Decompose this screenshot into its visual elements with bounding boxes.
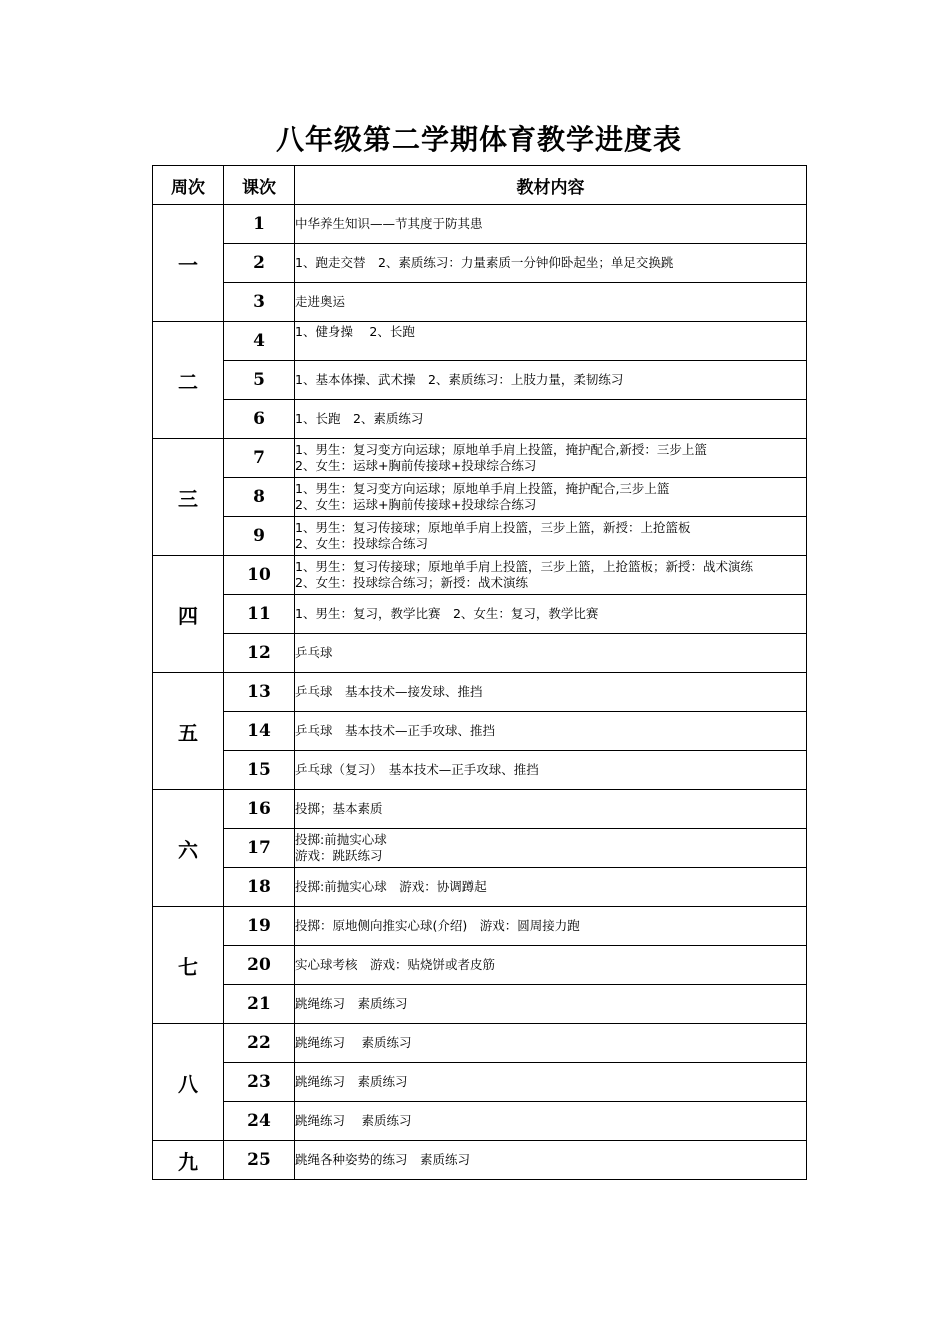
content-line: 中华养生知识——节其度于防其患 — [295, 216, 483, 231]
table-row — [153, 790, 807, 829]
content-line: 跳绳练习 素质练习 — [295, 1074, 408, 1089]
header-week: 周次 — [153, 166, 224, 205]
content-line: 跳绳练习 素质练习 — [295, 1035, 412, 1050]
lesson-number-cell: 15 — [224, 751, 295, 790]
lesson-number-cell: 12 — [224, 634, 295, 673]
table-row — [153, 751, 807, 790]
content-cell — [295, 985, 807, 1024]
week-cell: 六 — [153, 790, 224, 907]
content-cell — [295, 712, 807, 751]
content-line: 1、跑走交替 2、素质练习：力量素质一分钟仰卧起坐；单足交换跳 — [295, 255, 674, 270]
teaching-progress-table — [152, 165, 807, 1180]
week-cell: 一 — [153, 205, 224, 322]
week-cell: 七 — [153, 907, 224, 1024]
table-body — [153, 205, 807, 1180]
content-line: 投掷：原地侧向推实心球(介绍) 游戏：圆周接力跑 — [295, 918, 580, 933]
content-cell — [295, 595, 807, 634]
lesson-number-cell: 17 — [224, 829, 295, 868]
content-cell — [295, 400, 807, 439]
content-cell — [295, 751, 807, 790]
content-line: 1、长跑 2、素质练习 — [295, 411, 424, 426]
lesson-number-cell: 19 — [224, 907, 295, 946]
content-cell — [295, 673, 807, 712]
content-cell — [295, 907, 807, 946]
content-line: 投掷；基本素质 — [295, 801, 383, 816]
week-cell: 二 — [153, 322, 224, 439]
content-line: 游戏：跳跃练习 — [295, 848, 383, 863]
content-line: 1、男生：复习变方向运球；原地单手肩上投篮，掩护配合,新授：三步上篮 — [295, 442, 707, 457]
lesson-number-cell: 23 — [224, 1063, 295, 1102]
content-cell — [295, 1024, 807, 1063]
content-cell — [295, 478, 807, 517]
content-cell — [295, 790, 807, 829]
content-line: 乒乓球 — [295, 645, 333, 660]
content-line: 1、健身操 2、长跑 — [295, 324, 415, 339]
table-row — [153, 478, 807, 517]
content-cell — [295, 439, 807, 478]
lesson-number-cell: 5 — [224, 361, 295, 400]
content-cell — [295, 868, 807, 907]
week-cell: 五 — [153, 673, 224, 790]
table-row — [153, 634, 807, 673]
table-row — [153, 556, 807, 595]
content-cell — [295, 829, 807, 868]
content-line: 乒乓球（复习） 基本技术—正手攻球、推挡 — [295, 762, 539, 777]
lesson-number-cell: 25 — [224, 1141, 295, 1180]
content-line: 1、男生：复习变方向运球；原地单手肩上投篮，掩护配合,三步上篮 — [295, 481, 670, 496]
table-row — [153, 1063, 807, 1102]
week-cell: 八 — [153, 1024, 224, 1141]
lesson-number-cell: 6 — [224, 400, 295, 439]
content-cell — [295, 517, 807, 556]
lesson-number-cell: 4 — [224, 322, 295, 361]
table-row — [153, 673, 807, 712]
table-row — [153, 907, 807, 946]
table-row — [153, 1102, 807, 1141]
content-line: 1、男生：复习传接球；原地单手肩上投篮，三步上篮，新授：上抢篮板 — [295, 520, 691, 535]
table-row — [153, 439, 807, 478]
lesson-number-cell: 7 — [224, 439, 295, 478]
table-row — [153, 829, 807, 868]
content-cell — [295, 1102, 807, 1141]
lesson-number-cell: 20 — [224, 946, 295, 985]
lesson-number-cell: 24 — [224, 1102, 295, 1141]
content-cell — [295, 1141, 807, 1180]
lesson-number-cell: 16 — [224, 790, 295, 829]
content-line: 走进奥运 — [295, 294, 346, 309]
lesson-number-cell: 3 — [224, 283, 295, 322]
content-line: 跳绳各种姿势的练习 素质练习 — [295, 1152, 471, 1167]
table-row — [153, 517, 807, 556]
content-line: 乒乓球 基本技术—正手攻球、推挡 — [295, 723, 496, 738]
content-line: 2、女生：投球综合练习；新授：战术演练 — [295, 575, 528, 590]
content-line: 投掷:前抛实心球 — [295, 832, 387, 847]
lesson-number-cell: 9 — [224, 517, 295, 556]
lesson-number-cell: 13 — [224, 673, 295, 712]
lesson-number-cell: 22 — [224, 1024, 295, 1063]
lesson-number-cell: 1 — [224, 205, 295, 244]
header-row — [153, 166, 807, 205]
content-cell — [295, 634, 807, 673]
content-cell — [295, 556, 807, 595]
week-cell: 三 — [153, 439, 224, 556]
content-cell — [295, 283, 807, 322]
table-row — [153, 712, 807, 751]
content-cell — [295, 361, 807, 400]
lesson-number-cell: 14 — [224, 712, 295, 751]
table-row — [153, 1024, 807, 1063]
content-line: 1、男生：复习传接球；原地单手肩上投篮，三步上篮，上抢篮板；新授：战术演练 — [295, 559, 753, 574]
lesson-number-cell: 21 — [224, 985, 295, 1024]
content-line: 跳绳练习 素质练习 — [295, 1113, 412, 1128]
header-content: 教材内容 — [295, 166, 807, 205]
content-cell — [295, 946, 807, 985]
table-row — [153, 205, 807, 244]
content-line: 2、女生：投球综合练习 — [295, 536, 428, 551]
content-line: 1、男生：复习，教学比赛 2、女生：复习，教学比赛 — [295, 606, 599, 621]
table-row — [153, 946, 807, 985]
content-line: 实心球考核 游戏：贴烧饼或者皮筋 — [295, 957, 496, 972]
table-row — [153, 400, 807, 439]
table-row — [153, 1141, 807, 1180]
lesson-number-cell: 11 — [224, 595, 295, 634]
content-line: 跳绳练习 素质练习 — [295, 996, 408, 1011]
week-cell: 九 — [153, 1141, 224, 1180]
content-line: 乒乓球 基本技术—接发球、推挡 — [295, 684, 483, 699]
table-row — [153, 244, 807, 283]
content-line: 1、基本体操、武术操 2、素质练习：上肢力量，柔韧练习 — [295, 372, 624, 387]
content-cell — [295, 1063, 807, 1102]
content-line: 2、女生：运球+胸前传接球+投球综合练习 — [295, 458, 537, 473]
content-cell — [295, 205, 807, 244]
lesson-number-cell: 2 — [224, 244, 295, 283]
content-cell — [295, 322, 807, 361]
table-row — [153, 595, 807, 634]
page-title: 八年级第二学期体育教学进度表 — [275, 123, 682, 156]
lesson-number-cell: 8 — [224, 478, 295, 517]
table-row — [153, 322, 807, 361]
content-cell — [295, 244, 807, 283]
content-line: 投掷:前抛实心球 游戏：协调蹲起 — [295, 879, 487, 894]
table-row — [153, 361, 807, 400]
header-lesson: 课次 — [224, 166, 295, 205]
week-cell: 四 — [153, 556, 224, 673]
table-row — [153, 283, 807, 322]
content-line: 2、女生：运球+胸前传接球+投球综合练习 — [295, 497, 537, 512]
lesson-number-cell: 10 — [224, 556, 295, 595]
lesson-number-cell: 18 — [224, 868, 295, 907]
table-row — [153, 868, 807, 907]
table-row — [153, 985, 807, 1024]
